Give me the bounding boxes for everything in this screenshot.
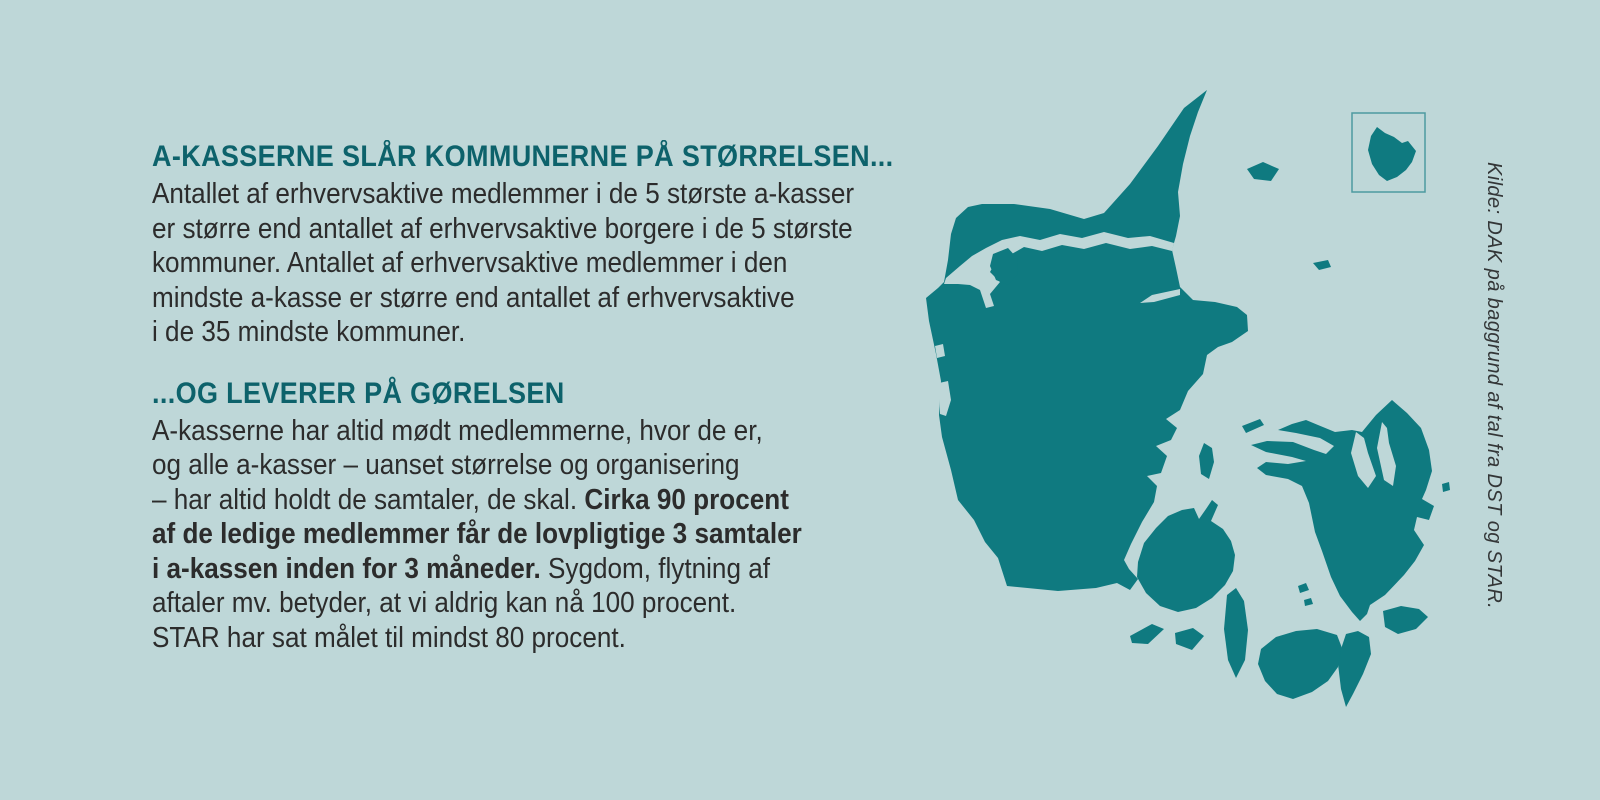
text-line [152, 177, 894, 212]
section-heading: A-KASSERNE SLÅR KOMMUNERNE PÅ STØRRELSEN... [152, 140, 894, 173]
text-line [152, 517, 894, 552]
text-column [152, 139, 894, 655]
text-line [152, 448, 894, 483]
text-line [152, 552, 894, 587]
text-segment: A-kasserne har altid mødt medlemmerne, hvor de er, [152, 414, 763, 447]
section-heading: ...OG LEVERER PÅ GØRELSEN [152, 376, 565, 410]
text-segment-bold: af de ledige medlemmer får de lovpligtige 3 samtaler [152, 518, 802, 550]
lolland-shape [1258, 629, 1342, 699]
moen-shape [1383, 606, 1428, 634]
text-segment: Antallet af erhvervsaktive medlemmer i de 5 største a-kasser [152, 178, 855, 210]
source-note: Kilde: DAK på baggrund af tal fra DST og STAR. [1483, 162, 1505, 610]
text-line [152, 414, 894, 449]
text-line [152, 281, 894, 316]
sejeroe-shape [1242, 419, 1264, 433]
text-line [152, 621, 894, 656]
hven-shape [1442, 482, 1450, 492]
anholt-shape [1313, 260, 1331, 270]
text-segment: er større end antallet af erhvervsaktive borgere i de 5 største [152, 212, 853, 245]
jutland-shape [926, 90, 1248, 591]
section-delivery [152, 376, 894, 656]
text-line [152, 483, 894, 518]
text-line [152, 315, 894, 350]
text-segment: kommuner. Antallet af erhvervsaktive medlemmer i den [152, 247, 788, 279]
text-segment-bold: Cirka 90 procent [584, 483, 789, 516]
aeroe-island-shape [1130, 624, 1164, 644]
taasinge-island-shape [1175, 628, 1204, 650]
text-segment-bold: i a-kassen inden for 3 måneder. [152, 552, 541, 585]
langeland-shape [1224, 588, 1248, 678]
text-segment: STAR har sat målet til mindst 80 procent. [152, 621, 626, 654]
samsoe-shape [1199, 443, 1214, 479]
falster-shape [1338, 631, 1371, 707]
text-segment: og alle a-kasser – uanset størrelse og organisering [152, 449, 740, 481]
text-segment: i de 35 mindste kommuner. [152, 316, 466, 348]
zealand-shape [1251, 400, 1434, 621]
text-segment: aftaler mv. betyder, at vi aldrig kan nå 100 procent. [152, 587, 737, 619]
section-size-comparison [152, 139, 894, 350]
laesoe-shape [1247, 162, 1279, 181]
agersoe-shape [1298, 583, 1309, 593]
denmark-map [890, 88, 1474, 728]
text-line [152, 586, 894, 621]
text-segment: – har altid holdt de samtaler, de skal. [152, 483, 585, 516]
text-segment: Sygdom, flytning af [540, 552, 770, 585]
bornholm-shape [1368, 127, 1416, 181]
text-line [152, 246, 894, 281]
text-segment: mindste a-kasse er større end antallet af erhvervsaktive [152, 281, 795, 314]
text-line [152, 212, 894, 247]
omoe-shape [1304, 598, 1313, 606]
funen-shape [1137, 500, 1235, 612]
